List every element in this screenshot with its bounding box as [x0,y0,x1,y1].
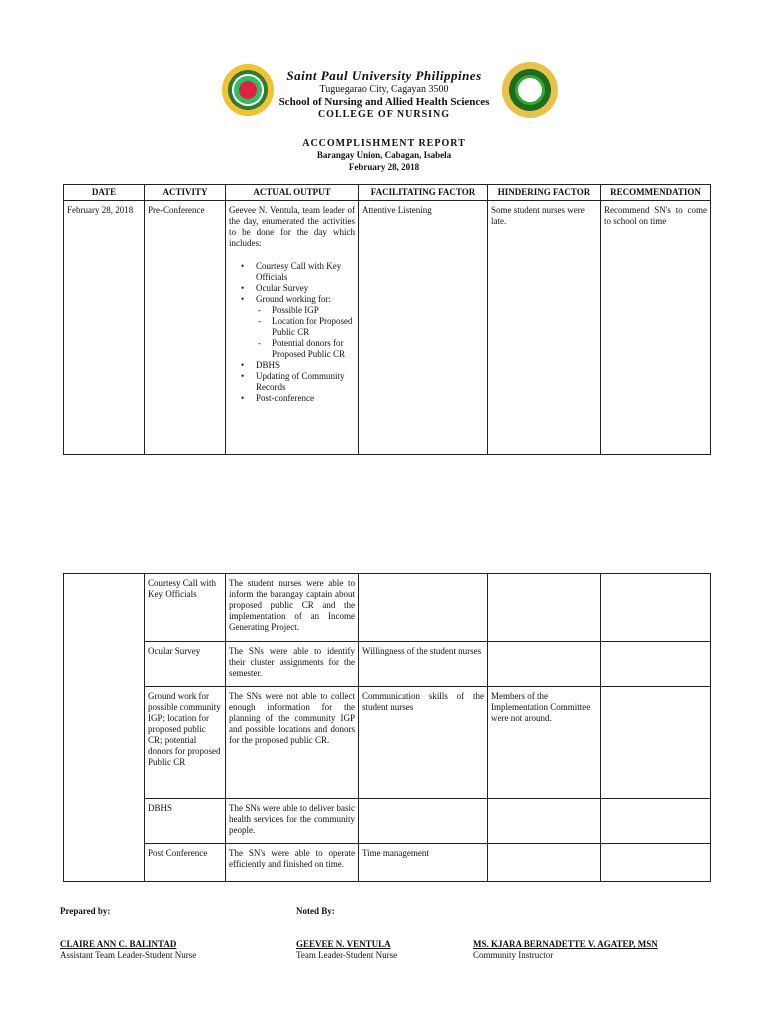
row-facilitating-factor [359,574,488,642]
noted-by-label: Noted By: [296,906,335,916]
row-recommendation: Recommend SN's to come to school on time [601,201,711,455]
row-facilitating-factor: Willingness of the student nurses [359,642,488,687]
report-place: Barangay Union, Cabagan, Isabela [316,150,452,160]
row-activity: Ground work for possible community IGP; location for proposed public CR; potential donors for proposed Public CR [145,687,226,799]
row-hindering-factor [488,844,601,882]
row-activity: Post Conference [145,844,226,882]
header-hindering-factor: HINDERING FACTOR [488,185,601,201]
row-actual-output: The SN's were able to operate efficiently and finished on time. [226,844,359,882]
college-name: COLLEGE OF NURSING [317,109,451,120]
list-item [256,294,355,360]
row-recommendation [601,642,711,687]
row-actual-output: The SNs were not able to collect enough information for the planning of the community IGP and possible locations and donors for the proposed public CR. [226,687,359,799]
report-title: ACCOMPLISHMENT REPORT [302,138,466,149]
row-hindering-factor [488,642,601,687]
table-row [64,642,711,687]
school-name: School of Nursing and Allied Health Sciences [278,96,490,108]
sub-list-item: - Potential donors for Proposed Public CR [272,338,355,360]
row-facilitating-factor: Communication skills of the student nurses [359,687,488,799]
row-hindering-factor: Members of the Implementation Committee were not around. [488,687,601,799]
signatory-name-1: CLAIRE ANN C. BALINTAD [60,939,177,949]
table-header-row [64,185,711,201]
row-hindering-factor [488,799,601,844]
list-item: • Post-conference [256,393,355,404]
accomplishment-table-main [63,184,711,455]
table-row [64,687,711,799]
row-facilitating-factor [359,799,488,844]
sub-list [256,305,355,360]
row-actual-output: The student nurses were able to inform the barangay captain about proposed public CR and the implementation of an Income Generating Project. [226,574,359,642]
output-intro: Geevee N. Ventula, team leader of the day, enumerated the activities to be done for the day which includes: [229,205,355,248]
row-recommendation [601,799,711,844]
list-item: • Courtesy Call with Key Officials [256,261,355,283]
row-date: February 28, 2018 [64,201,145,455]
university-name: Saint Paul University Philippines [286,68,482,83]
signatory-role-3: Community Instructor [473,950,554,960]
table-row [64,844,711,882]
header-date: DATE [64,185,145,201]
date-cell-empty [64,574,145,882]
prepared-by-label: Prepared by: [60,906,111,916]
row-hindering-factor [488,574,601,642]
row-activity: Ocular Survey [145,642,226,687]
row-recommendation [601,844,711,882]
header-actual-output: ACTUAL OUTPUT [226,185,359,201]
row-recommendation [601,687,711,799]
report-date: February 28, 2018 [348,162,420,172]
row-facilitating-factor: Time management [359,844,488,882]
row-activity: Pre-Conference [145,201,226,455]
signatory-name-3: MS. KJARA BERNADETTE V. AGATEP, MSN [473,939,658,949]
table-row [64,799,711,844]
signatory-name-2: GEEVEE N. VENTULA [296,939,391,949]
row-actual-output [226,201,359,455]
list-item-label: Ground working for: [256,294,331,304]
university-city: Tuguegarao City, Cagayan 3500 [319,84,449,95]
row-actual-output: The SNs were able to deliver basic health services for the community people. [226,799,359,844]
activity-list [229,261,355,404]
list-item: • Ocular Survey [256,283,355,294]
row-recommendation [601,574,711,642]
list-item: • DBHS [256,360,355,371]
row-actual-output: The SNs were able to identify their cluster assignments for the semester. [226,642,359,687]
header-activity: ACTIVITY [145,185,226,201]
row-hindering-factor: Some student nurses were late. [488,201,601,455]
row-facilitating-factor: Attentive Listening [359,201,488,455]
accomplishment-table-continued [63,573,711,882]
signatory-role-1: Assistant Team Leader-Student Nurse [60,950,197,960]
sub-list-item: - Location for Proposed Public CR [272,316,355,338]
header-recommendation: RECOMMENDATION [601,185,711,201]
row-activity: DBHS [145,799,226,844]
sub-list-item: - Possible IGP [272,305,355,316]
table-row [64,201,711,455]
header-facilitating-factor: FACILITATING FACTOR [359,185,488,201]
row-activity: Courtesy Call with Key Officials [145,574,226,642]
signatory-role-2: Team Leader-Student Nurse [296,950,398,960]
table-row [64,574,711,642]
list-item: • Updating of Community Records [256,371,355,393]
